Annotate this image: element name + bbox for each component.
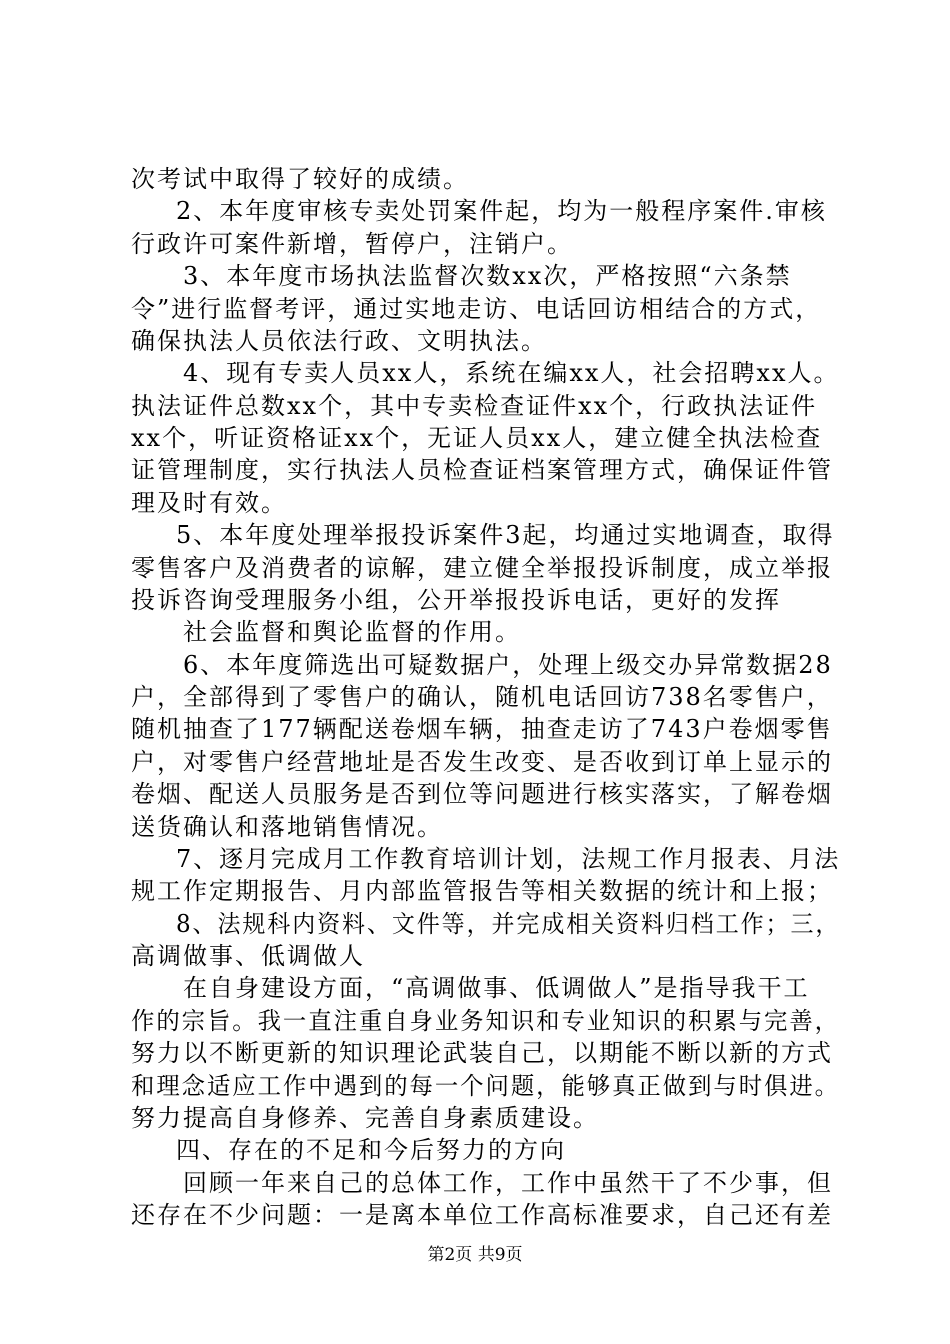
text-line: 7、逐月完成月工作教育培训计划，法规工作月报表、月法 — [176, 845, 841, 873]
text-line: 卷烟、配送人员服务是否到位等问题进行核实落实，了解卷烟 — [131, 780, 833, 808]
text-line: 在自身建设方面，“高调做事、低调做人”是指导我干工 — [183, 974, 810, 1002]
text-line: 回顾一年来自己的总体工作，工作中虽然干了不少事，但 — [183, 1169, 833, 1197]
text-line: 和理念适应工作中遇到的每一个问题，能够真正做到与时俱进。 — [131, 1072, 840, 1100]
text-line: 次考试中取得了较好的成绩。 — [131, 165, 469, 193]
text-line: 令”进行监督考评，通过实地走访、电话回访相结合的方式， — [131, 295, 822, 323]
text-line: 努力提高自身修养、完善自身素质建设。 — [131, 1104, 599, 1132]
text-line: 零售客户及消费者的谅解，建立健全举报投诉制度，成立举报 — [131, 554, 833, 582]
text-line: 2、本年度审核专卖处罚案件起，均为一般程序案件.审核 — [176, 197, 827, 225]
text-line: 户，对零售户经营地址是否发生改变、是否收到订单上显示的 — [131, 748, 833, 776]
text-line: 确保执法人员依法行政、文明执法。 — [131, 327, 547, 355]
text-line: 送货确认和落地销售情况。 — [131, 813, 443, 841]
text-line: 8、法规科内资料、文件等，并完成相关资料归档工作；三， — [176, 910, 841, 938]
text-line: 行政许可案件新增，暂停户，注销户。 — [131, 230, 573, 258]
page-number-footer: 第2页 共9页 — [427, 1245, 523, 1265]
text-line: 四、存在的不足和今后努力的方向 — [176, 1136, 566, 1164]
text-line: 3、本年度市场执法监督次数xx次，严格按照“六条禁 — [183, 262, 792, 290]
text-line: 5、本年度处理举报投诉案件3起，均通过实地调查，取得 — [176, 521, 835, 549]
text-line: 理及时有效。 — [131, 489, 287, 517]
text-line: 随机抽查了177辆配送卷烟车辆，抽查走访了743户卷烟零售 — [131, 715, 833, 743]
text-line: 4、现有专卖人员xx人，系统在编xx人，社会招聘xx人。 — [183, 359, 840, 387]
text-line: 作的宗旨。我一直注重自身业务知识和专业知识的积累与完善， — [131, 1007, 840, 1035]
text-line: 6、本年度筛选出可疑数据户，处理上级交办异常数据28 — [183, 651, 833, 679]
text-line: 投诉咨询受理服务小组，公开举报投诉电话，更好的发挥 — [131, 586, 781, 614]
text-line: xx个，听证资格证xx个，无证人员xx人，建立健全执法检查 — [131, 424, 823, 452]
text-line: 努力以不断更新的知识理论武装自己，以期能不断以新的方式 — [131, 1039, 833, 1067]
text-line: 规工作定期报告、月内部监管报告等相关数据的统计和上报； — [131, 877, 833, 905]
text-line: 社会监督和舆论监督的作用。 — [183, 618, 521, 646]
text-line: 证管理制度，实行执法人员检查证档案管理方式，确保证件管 — [131, 456, 833, 484]
text-line: 高调做事、低调做人 — [131, 942, 365, 970]
text-line: 户，全部得到了零售户的确认，随机电话回访738名零售户， — [131, 683, 833, 711]
text-line: 执法证件总数xx个，其中专卖检查证件xx个，行政执法证件 — [131, 392, 818, 420]
text-line: 还存在不少问题：一是离本单位工作高标准要求，自己还有差 — [131, 1201, 833, 1229]
